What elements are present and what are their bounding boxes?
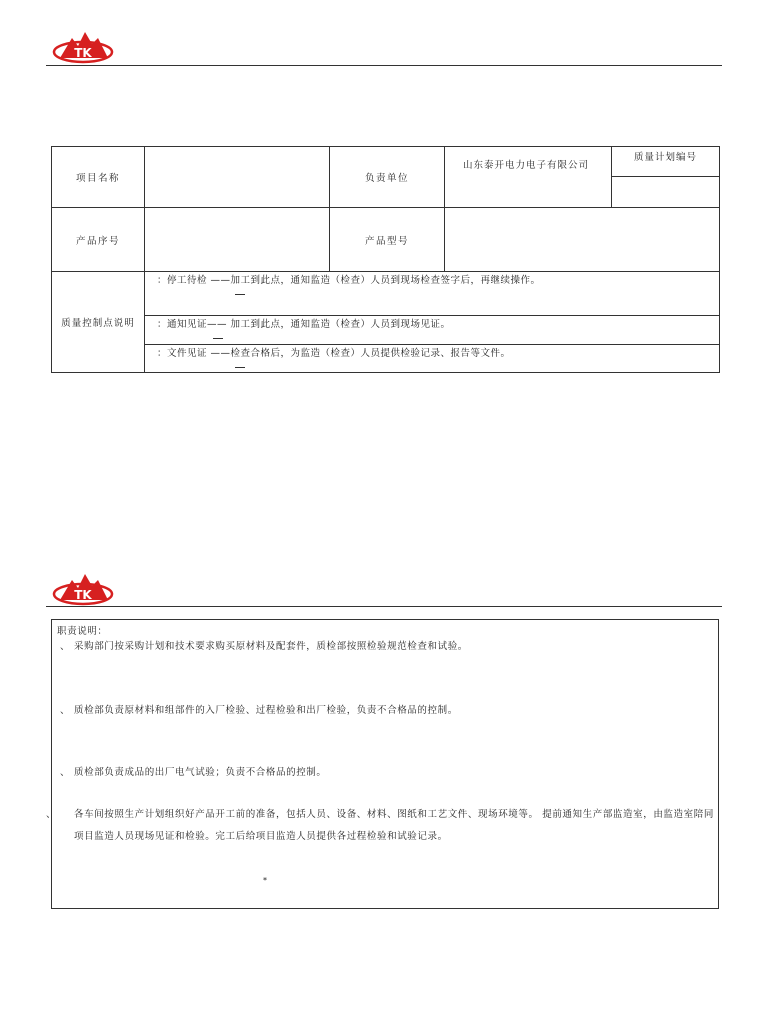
responsibilities-box bbox=[46, 619, 719, 909]
header-rule bbox=[46, 606, 722, 607]
control-point-hold-text: ：停工待检 ——加工到此点，通知监造（检查）人员到现场检查签字后，再继续操作。 bbox=[157, 275, 541, 286]
stray-mark: * bbox=[263, 876, 268, 885]
responsibility-text: 质检部负责原材料和组部件的入厂检验、过程检验和出厂检验，负责不合格品的控制。 bbox=[74, 705, 458, 716]
control-point-witness bbox=[145, 316, 720, 345]
control-point-document bbox=[145, 345, 720, 373]
control-point-label: 质量控制点说明 bbox=[52, 272, 145, 373]
responsibility-item bbox=[60, 636, 710, 658]
responsible-unit-label: 负责单位 bbox=[330, 147, 445, 208]
product-model-label: 产品型号 bbox=[330, 208, 445, 272]
responsibility-item bbox=[60, 700, 710, 722]
responsibility-text: 采购部门按采购计划和技术要求购买原材料及配套件，质检部按照检验规范检查和试验。 bbox=[74, 641, 468, 652]
control-point-witness-text: ：通知见证—— 加工到此点，通知监造（检查）人员到现场见证。 bbox=[157, 319, 451, 330]
item-bullet: 、 bbox=[60, 767, 71, 778]
header-rule bbox=[46, 65, 722, 66]
quality-plan-no-value[interactable] bbox=[612, 177, 720, 208]
quality-plan-no-label: 质量计划编号 bbox=[612, 147, 720, 177]
project-name-value[interactable] bbox=[145, 147, 330, 208]
responsibility-item bbox=[46, 804, 724, 848]
control-point-hold bbox=[145, 272, 720, 316]
quality-control-table bbox=[51, 146, 720, 373]
logo-text: TK bbox=[74, 588, 92, 602]
project-name-label: 项目名称 bbox=[52, 147, 145, 208]
item-bullet: 、 bbox=[60, 705, 71, 716]
logo-text: TK bbox=[74, 46, 92, 60]
item-bullet: 、 bbox=[46, 809, 57, 820]
company-logo bbox=[52, 570, 114, 608]
item-bullet: 、 bbox=[60, 641, 71, 652]
control-point-document-text: ：文件见证 ——检查合格后，为监造（检查）人员提供检验记录、报告等文件。 bbox=[157, 348, 511, 359]
product-serial-label: 产品序号 bbox=[52, 208, 145, 272]
product-model-value[interactable] bbox=[445, 208, 720, 272]
responsibilities-title: 职责说明： bbox=[57, 626, 108, 637]
company-logo bbox=[52, 28, 114, 66]
symbol-dash bbox=[213, 338, 223, 339]
responsible-unit-value: 山东泰开电力电子有限公司 bbox=[445, 147, 612, 208]
product-serial-value[interactable] bbox=[145, 208, 330, 272]
symbol-dash bbox=[235, 294, 245, 295]
responsibility-item bbox=[60, 762, 710, 784]
responsibility-text: 各车间按照生产计划组织好产品开工前的准备，包括人员、设备、材料、图纸和工艺文件、现场环境等。 提前通知生产部监造室，由监造室陪同项目监造人员现场见证和检验。完工后给项目监造人员提供各过程检验和试验记录。 bbox=[74, 809, 714, 842]
symbol-dash bbox=[235, 367, 245, 368]
responsibility-text: 质检部负责成品的出厂电气试验；负责不合格品的控制。 bbox=[74, 767, 327, 778]
